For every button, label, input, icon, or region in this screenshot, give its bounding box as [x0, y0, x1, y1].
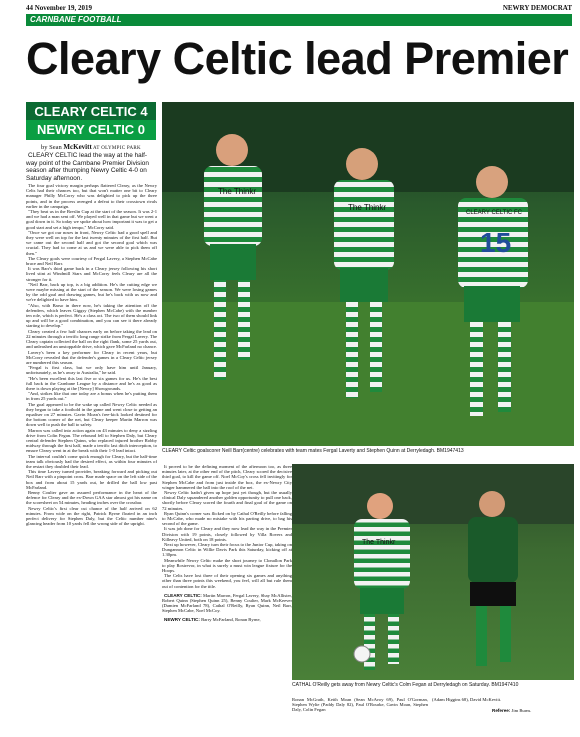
byline-prefix: by Sean [41, 144, 64, 151]
paragraph: "Once we got our noses in front, Newry Celtic had a good spell and they were well on top for the last twenty minutes of the first half. But we came out the second half and got the second goal which was crucial. They had to come at us and we were able to pick them off then." [26, 229, 157, 256]
score-home: CLEARY CELTIC 4 [26, 102, 156, 122]
paragraph: Benny Coulter gave an assured performance in the heart of the defence for Cleary and the ex-Down GAA star almost got his name on the scoresheet on 54 minutes, heading inches over the crossbar. [26, 489, 157, 506]
tree-background [292, 464, 574, 524]
paragraph: The goal appeared to be the wake up called Newry Celtic needed as they began to take a foothold in the game and went close to getting an equaliser on 27 minutes. Gavin Moan's free-kick looked destined for the bottom corner of the net, but Cleary keeper Martin Marron was down well to push the ball to safety. [26, 401, 157, 428]
byline [26, 143, 156, 151]
paragraph: Newry Celtic hadn't given up hope just yet though, but the usually clinical Daly squandered another golden opportunity to pull one back, shortly before Cleary scored the fourth and final goal of the game on 72 minutes. [162, 490, 292, 511]
lineup-newry-text: Barry McFarland, Ronan Byrne, [201, 616, 261, 622]
main-photo [162, 102, 574, 446]
paragraph: "And, strikes like that one today are a bonus when he's putting them in from 25 yards out." [26, 391, 157, 402]
article-column-2 [162, 464, 292, 733]
lineup-newry-label: NEWRY CELTIC: [164, 616, 200, 622]
paragraph: "Neil Barr, back up top, is a big addition. He's the cutting edge we were maybe missing at the start of the season. We were losing games by the odd goal and drawing games, but he's back with us now and we're delighted to have him. [26, 281, 157, 303]
paragraph: The four goal victory margin perhaps flattered Cleary, as the Newry Celts had their chances too, but that won't matter one bit to Cleary manager Philly McCorry who was delighted to pick up the three points, and in the process avenged a defeat to their crosstown rivals earlier in the campaign. [26, 183, 157, 209]
paragraph: It proved to be the defining moment of the afternoon too, as three minutes later, at the other end of the pitch, Cleary scored the decisive third goal, to kill the game off. Noel McCoy's cross fell invitingly for Stephen McCabe and from just inside the box, the ex-Newry City winger hammered the ball into the roof of the net. [162, 464, 292, 490]
shirt-back-text: CLEARY CELTIC FC [466, 210, 523, 216]
paragraph: The Cleary goals were courtesy of Fergal Lavery, a Stephen McCabe brace and Neil Barr. [26, 255, 157, 267]
referee-name: Jim Burns. [511, 708, 532, 714]
shirt-sponsor: The Thinkr [362, 539, 396, 546]
shirt-number: 15 [480, 227, 512, 258]
paragraph: The Celts have lost three of their opening six games and anything other than three points this weekend, you feel, will all but rule them out of contention for the title. [162, 573, 292, 589]
paragraph: Marron was called into action again on 43 minutes to deny a sizzling drive from Colin Fegan. The rebound fell to Stephen Daly, but Cleary central defender Stephen Quinn, who replaced injured brother Robby midway through the first half, made a terrific last ditch interception, to ensure Cleary went in at the break with their 1-0 lead intact. [26, 427, 157, 454]
lineup-continued-1: Ronan McGrath, Keith Moan (Sean McAvoy 69), Paul O'Gorman, Stephen Wylie (Paddy Daly 82), Paul O'Rourke, Gavin Moan, Stephen Daly, Colin Fegan [292, 697, 428, 713]
paragraph: "Also, with Barso in there now, he's taking the attention off the defenders, which leaves Giggsy (Stephen McCabe) with the number ten role, which is perfect. He's a class act. The two of them should link up and will be a good combination, and you can see it there already starting to develop." [26, 302, 157, 329]
byline-location: AT OLYMPIC PARK [91, 146, 141, 151]
referee-line [492, 708, 572, 713]
player-opponent [468, 491, 518, 666]
lineup-cleary-text: Martin Marron, Fergal Lavery, Shay McAllister, Robert Quinn (Stephen Quinn 25), Benny Coulter, Mark McKeever (Damien McFarland 78), Cathal O'Reilly, Ryan Quinn, Neil Barr, Stephen McCabe, Noel McCoy. [162, 592, 292, 614]
shirt-sponsor: The Thinkr [218, 187, 257, 196]
paragraph: It was Barr's third game back in a Cleary jersey following his short lived stint at Windmill Stars and McCorry feels Cleary are all the stronger for it. [26, 266, 157, 282]
paragraph: "He's been excellent this last five or six games for us. He's the best full back in the Carnbane League by a distance and he's as good as there is down playing at the [Newry] Showgrounds. [26, 375, 157, 391]
paragraph: "They beat us in the Breslin Cup at the start of the season. It was 2-1 and we had a man sent off. We played well in that game but we went a goal down in it. So today we spoke about how important it was to get a good start and set a high tempo," McCorry said. [26, 209, 157, 230]
main-photo-caption: CLEARY Celtic goalscorer Neill Barr(centre) celebrates with team mates Fergal Laverty and Stephen Quinn at Derryledagh. BM1947413 [162, 448, 464, 454]
paragraph: This time Lavery turned provider, breaking forward and picking out Neil Barr with a pinpoint cross. Barr made space on the left side of the box and from about 15 yards out, he drilled the ball low past McFarland. [26, 469, 157, 490]
headline: Cleary Celtic lead Premier [26, 33, 569, 84]
page-date: 44 November 19, 2019 [26, 4, 92, 12]
paper-name: NEWRY DEMOCRAT [502, 4, 572, 12]
paragraph: Meanwhile Newry Celtic make the short journey to Clonallon Park to play Rostrevor, in what is surely a must win league fixture for the Hoops. [162, 557, 292, 574]
secondary-photo-scene [292, 464, 574, 680]
paragraph: Ryan Quinn's corner was flicked on by Cathal O'Reilly before falling to McCabe, who made no mistake with his parting drive, to bag his second of the game. [162, 510, 292, 527]
referee-label: Referee: [492, 708, 511, 714]
lineup-cleary [162, 593, 292, 614]
shirt-sponsor: The Thinkr [348, 203, 387, 212]
paragraph: Next up however, Cleary turn their focus to the Junior Cup, taking on Dungannon Celtic in Willie Davis Park this Saturday, kicking off at 1.30pm. [162, 542, 292, 558]
football [354, 646, 370, 662]
byline-name: McKevitt [63, 143, 92, 151]
paragraph: Cleary created a few half chances early on before taking the lead on 22 minutes through a terrific long range strike from Fergal Lavery. The Cleary captain collected the ball on the right flank, some 25 yards out, and unleashed an unstoppable drive, which gave McFarland no chance. [26, 328, 157, 350]
secondary-photo [292, 464, 574, 680]
paragraph: It was job done for Cleary and they now lead the way in the Premier Division with 19 points, closely followed by Villa Rovers and Killeavy United, both on 18 points. [162, 526, 292, 542]
paragraph: Newry Celtic's first clear cut chance of the half arrived on 62 minutes. From wide on the right, Patrick Byrne floated in an inch perfect delivery for Stephen Daly, but the Celtic number nine's glancing header from 10 yards fell the wrong side of the upright. [26, 505, 157, 527]
score-away: NEWRY CELTIC 0 [26, 120, 156, 140]
lead-paragraph: CLEARY CELTIC lead the way at the half-way point of the Carnbane Premier Division season after thumping Newry Celtic 4-0 on Saturday afternoon. [26, 152, 149, 182]
lineup-newry [162, 617, 292, 622]
player-celtic-hoops [354, 493, 410, 670]
main-photo-scene [162, 102, 574, 446]
lineup-continued-2 [432, 697, 572, 733]
paragraph: The interval couldn't come quick enough for Cleary, but the half-time team talk obviously had the desired effect, as within four minutes of the restart they doubled their lead. [26, 453, 157, 469]
secondary-photo-caption: CATHAL O'Reilly gets away from Newry Celtic's Colm Fegan at Derryledagh on Saturday. BM1947410 [292, 682, 519, 688]
paragraph: "Fergal is first class, but we only have him until January, unfortunately, as he's away to Australia," he said. [26, 365, 157, 376]
article-column-1 [26, 152, 157, 733]
lineup-continued-text: (Adam Higgins 68), David McKevitt. [432, 697, 502, 702]
section-bar: CARNBANE FOOTBALL [26, 14, 572, 26]
paragraph: Lavery's been a key performer for Cleary in recent years, but McCorry revealed that the defender's games in a Cleary Celtic jersey are numbered this season. [26, 349, 157, 365]
lineup-cleary-label: CLEARY CELTIC: [164, 592, 202, 598]
page-folio [26, 3, 572, 13]
